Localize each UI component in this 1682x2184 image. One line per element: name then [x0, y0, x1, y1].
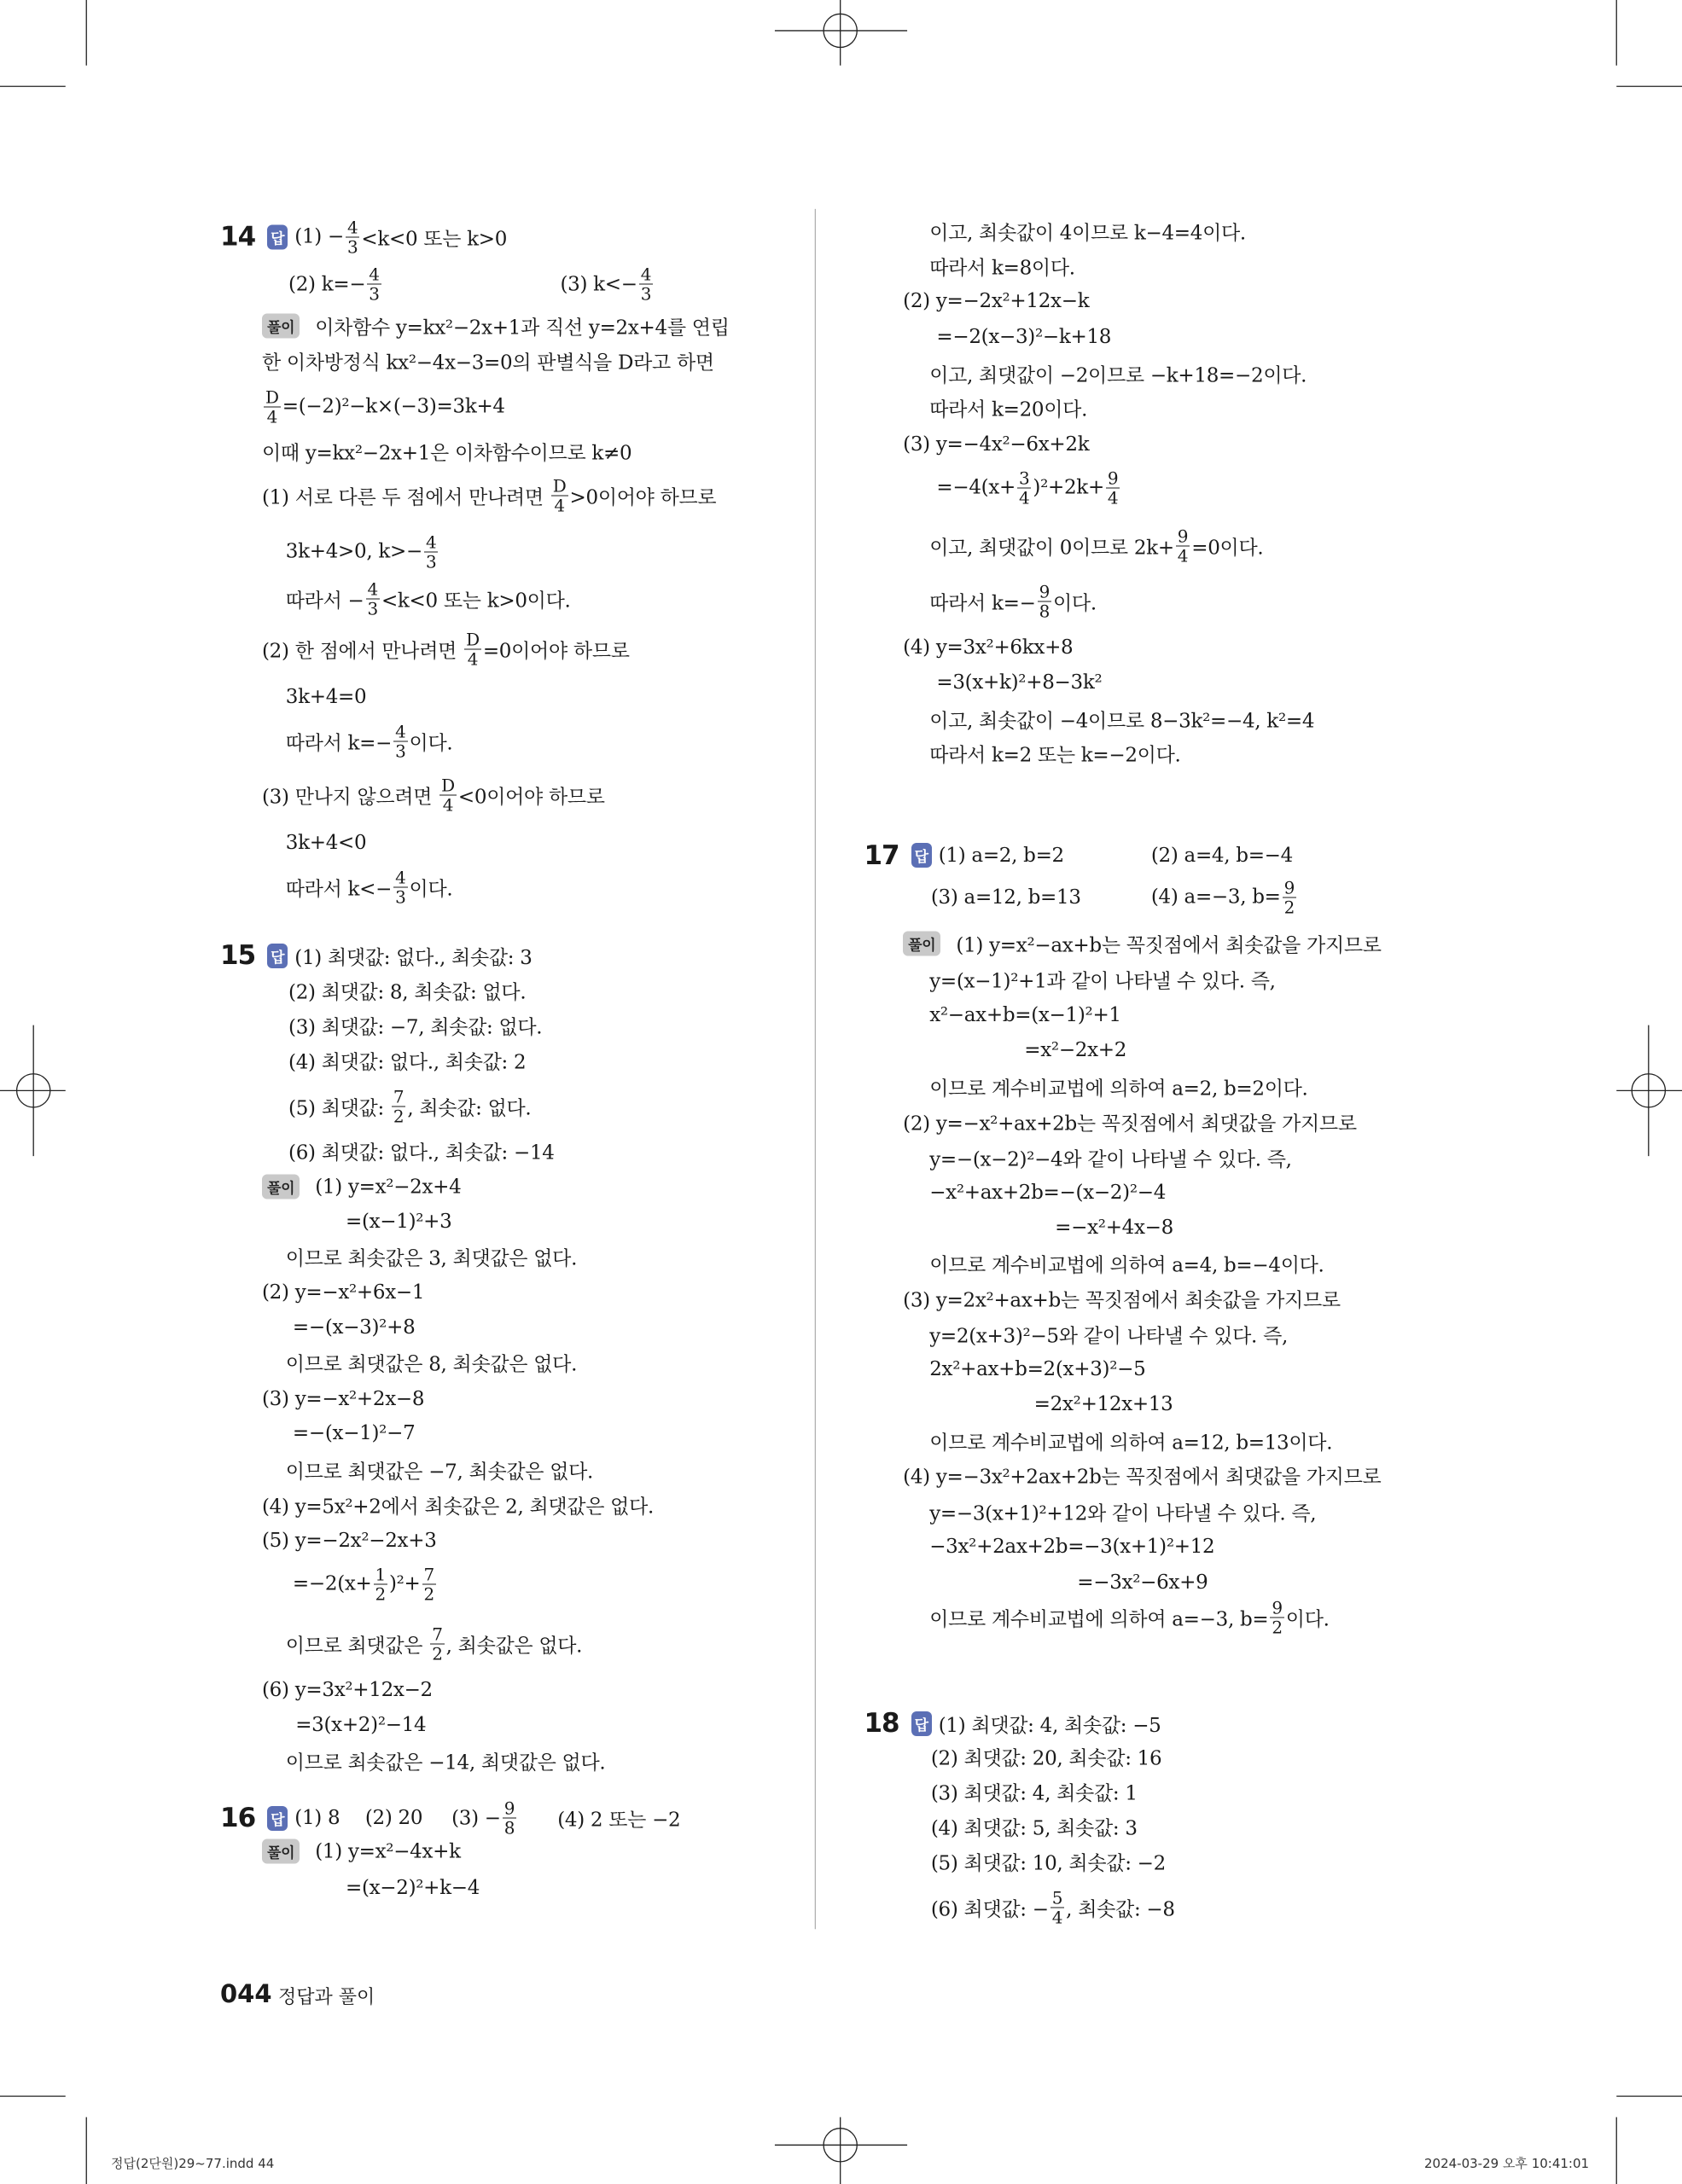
right-text-line — [929, 1358, 1145, 1380]
solution-badge: 풀이 — [262, 1175, 300, 1199]
text-run: (4) 최댓값: 5, 최솟값: 3 — [930, 1817, 1138, 1840]
text-run: (3) 최댓값: 4, 최솟값: 1 — [930, 1782, 1138, 1805]
left-text-line — [560, 265, 655, 304]
text-run: (2) 한 점에서 만나려면 — [262, 640, 463, 663]
left-text-line — [262, 1281, 424, 1304]
left-text-line — [262, 630, 630, 668]
text-run: =−4(x+ — [936, 476, 1016, 499]
left-text-line — [346, 1877, 480, 1899]
text-run: 이므로 최솟값은 3, 최댓값은 없다. — [285, 1247, 578, 1270]
text-run: 따라서 k=2 또는 k=−2이다. — [929, 744, 1181, 767]
left-text-line — [286, 1242, 577, 1270]
left-text-line — [293, 1565, 438, 1603]
text-run: )²+2k+ — [1033, 476, 1104, 499]
text-run: (4) y=5x²+2에서 최솟값은 2, 최댓값은 없다. — [262, 1496, 655, 1519]
fraction-numerator: 7 — [393, 1086, 404, 1107]
left-text-line — [262, 477, 716, 515]
fraction-denominator: 4 — [1018, 487, 1030, 508]
text-run: =(x−2)²+k−4 — [345, 1876, 480, 1899]
text-run: (5) y=−2x²−2x+3 — [262, 1530, 437, 1553]
right-text-line — [864, 1708, 1161, 1739]
text-run: (3) y=2x²+ax+b는 꼭짓점에서 최솟값을 가지므로 — [903, 1289, 1341, 1312]
text-run: (4) 2 또는 −2 — [557, 1809, 681, 1832]
text-run: (1) 8 — [294, 1807, 340, 1830]
right-text-line — [929, 218, 1246, 246]
left-text-line — [451, 1799, 518, 1838]
text-run: (6) 최댓값: 없다., 최솟값: −14 — [288, 1141, 555, 1165]
left-text-line — [293, 1422, 416, 1444]
text-run: =−3x²−6x+9 — [1077, 1571, 1208, 1594]
text-run: y=2(x+3)²−5와 같이 나타낼 수 있다. 즉, — [929, 1325, 1289, 1348]
right-text-line — [929, 740, 1180, 768]
page-number: 044 — [220, 1979, 272, 2008]
text-run: (2) 최댓값: 20, 최솟값: 16 — [930, 1747, 1162, 1770]
right-text-line — [929, 527, 1263, 566]
text-run: y=−3(x+1)²+12와 같이 나타낼 수 있다. 즉, — [929, 1502, 1317, 1525]
text-run: 이때 y=kx²−2x+1은 이차함수이므로 k≠0 — [262, 442, 632, 465]
left-text-line — [262, 776, 605, 815]
text-run: 이므로 최댓값은 −7, 최솟값은 없다. — [285, 1461, 594, 1484]
left-text-line — [346, 1211, 452, 1233]
fraction-numerator: 7 — [432, 1623, 443, 1645]
right-text-line — [929, 1536, 1214, 1558]
right-text-line — [929, 1497, 1316, 1525]
fraction — [1270, 1598, 1283, 1636]
text-run: 이므로 계수비교법에 의하여 a=12, b=13이다. — [929, 1432, 1333, 1455]
text-run: (3) y=−4x²−6x+2k — [903, 433, 1090, 456]
text-run: 따라서 k=− — [285, 732, 393, 755]
text-run: =−x²+4x−8 — [1055, 1216, 1173, 1239]
text-run: (2) y=−2x²+12x−k — [903, 289, 1090, 312]
fraction — [424, 532, 438, 571]
fraction-numerator: 9 — [1107, 468, 1119, 489]
text-run: 따라서 k=8이다. — [929, 257, 1075, 280]
fraction-numerator: D — [441, 775, 455, 796]
text-run: (4) a=−3, b= — [1150, 886, 1281, 909]
fraction-numerator: D — [265, 386, 279, 408]
text-run: (4) y=−3x²+2ax+2b는 꼭짓점에서 최댓값을 가지므로 — [903, 1466, 1382, 1489]
slug-file: 정답(2단원)29~77.indd 44 — [111, 2156, 275, 2171]
left-text-line — [288, 977, 526, 1005]
left-text-line — [365, 1807, 422, 1829]
left-text-line — [288, 1011, 542, 1039]
text-run: , 최솟값: −8 — [1066, 1898, 1175, 1921]
text-run: (2) y=−x²+ax+2b는 꼭짓점에서 최댓값을 가지므로 — [903, 1112, 1357, 1136]
fraction-numerator: 4 — [346, 217, 358, 238]
text-run: (6) y=3x²+12x−2 — [262, 1678, 433, 1701]
fraction-denominator: 2 — [423, 1583, 434, 1605]
problem-number: 14 — [220, 221, 256, 253]
text-run: (1) y=x²−ax+b는 꼭짓점에서 최솟값을 가지므로 — [956, 934, 1382, 957]
answer-badge: 답 — [267, 224, 288, 249]
left-text-line — [286, 1747, 606, 1775]
right-text-line — [903, 1284, 1341, 1312]
right-text-line — [936, 326, 1111, 348]
fraction — [393, 722, 407, 760]
text-run: 이다. — [1053, 592, 1097, 615]
fraction-denominator: 3 — [395, 741, 406, 762]
text-run: x²−ax+b=(x−1)²+1 — [929, 1004, 1121, 1027]
text-run: 3k+4<0 — [285, 831, 367, 854]
left-text-line — [262, 387, 505, 426]
right-text-line — [931, 1778, 1138, 1806]
right-text-line — [903, 290, 1089, 312]
left-text-line — [262, 1388, 424, 1410]
left-text-line — [286, 832, 367, 854]
text-run: =−(x−1)²−7 — [292, 1422, 416, 1445]
text-run: >0이어야 하므로 — [569, 486, 717, 509]
fraction-denominator: 8 — [503, 1817, 515, 1838]
text-run: =(−2)²−k×(−3)=3k+4 — [282, 395, 505, 418]
text-run: y=−(x−2)²−4와 같이 나타낼 수 있다. 즉, — [929, 1148, 1292, 1171]
left-text-line — [262, 1839, 461, 1864]
text-run: 이므로 최솟값은 −14, 최댓값은 없다. — [285, 1751, 606, 1774]
answer-badge: 답 — [267, 944, 288, 968]
fraction — [392, 1087, 405, 1125]
right-text-line — [903, 1107, 1357, 1136]
right-text-line — [931, 886, 1081, 909]
right-text-line — [929, 705, 1314, 733]
fraction-denominator: 3 — [425, 551, 437, 572]
text-run: (3) 만나지 않으려면 — [262, 786, 439, 809]
left-text-line — [286, 722, 453, 760]
left-text-line — [220, 218, 507, 256]
left-text-line — [262, 1175, 461, 1199]
problem-number: 15 — [220, 940, 256, 972]
fraction-numerator: 4 — [640, 264, 652, 285]
text-run: (1) 최댓값: 없다., 최솟값: 3 — [294, 946, 533, 969]
text-run: (3) y=−x²+2x−8 — [262, 1387, 425, 1410]
text-run: 이고, 최솟값이 −4이므로 8−3k²=−4, k²=4 — [929, 710, 1315, 733]
text-run: 따라서 − — [285, 590, 364, 613]
problem-number: 18 — [864, 1708, 899, 1740]
text-run: 3k+4>0, k>− — [285, 540, 422, 563]
fraction — [1283, 878, 1296, 916]
fraction-numerator: D — [552, 475, 567, 497]
text-run: 따라서 k=20이다. — [929, 398, 1088, 421]
right-text-line — [929, 394, 1087, 422]
fraction-denominator: 2 — [393, 1106, 404, 1127]
fraction-numerator: 1 — [375, 1564, 386, 1585]
right-text-line — [936, 671, 1102, 694]
right-text-line — [903, 929, 1382, 957]
right-text-line — [1055, 1217, 1173, 1239]
text-run: (5) 최댓값: 10, 최솟값: −2 — [930, 1852, 1166, 1875]
left-text-line — [288, 1087, 531, 1125]
fraction-numerator: 4 — [369, 264, 380, 285]
fraction — [1106, 468, 1120, 507]
text-run: (4) 최댓값: 없다., 최솟값: 2 — [288, 1051, 527, 1074]
text-run: =−2(x−3)²−k+18 — [936, 326, 1112, 349]
fraction — [1017, 468, 1031, 507]
fraction-denominator: 3 — [369, 283, 380, 305]
fraction-numerator: 9 — [1283, 877, 1295, 898]
fraction-denominator: 2 — [432, 1643, 443, 1664]
text-run: (2) k=− — [288, 273, 366, 296]
right-text-line — [931, 1847, 1166, 1875]
left-text-line — [286, 868, 453, 907]
text-run: 이고, 최댓값이 0이므로 2k+ — [929, 537, 1174, 560]
text-run: <k<0 또는 k>0 — [361, 228, 508, 251]
fraction — [264, 387, 281, 426]
text-run: (1) − — [294, 225, 344, 248]
right-text-line — [929, 1321, 1288, 1349]
right-text-line — [1151, 878, 1298, 916]
fraction-numerator: 4 — [367, 578, 378, 600]
fraction-numerator: 7 — [423, 1564, 434, 1585]
registration-mark-top — [775, 0, 907, 66]
fraction — [503, 1799, 516, 1838]
fraction — [464, 630, 481, 668]
text-run: (2) y=−x²+6x−1 — [262, 1281, 425, 1304]
left-text-line — [288, 265, 383, 304]
right-text-line — [931, 1812, 1138, 1840]
fraction-numerator: D — [466, 629, 480, 650]
left-text-line — [262, 1490, 654, 1519]
fraction-denominator: 4 — [1107, 487, 1119, 508]
left-text-line — [286, 580, 571, 619]
left-text-line — [262, 346, 714, 375]
right-text-line — [903, 1461, 1381, 1490]
fraction-numerator: 4 — [395, 867, 406, 888]
right-text-line — [929, 252, 1075, 280]
text-run: 이므로 최댓값은 — [285, 1635, 429, 1658]
right-text-line — [929, 1250, 1324, 1278]
right-text-line — [929, 1182, 1166, 1204]
fraction-denominator: 4 — [467, 648, 479, 670]
text-run: (1) y=x²−4x+k — [315, 1840, 461, 1863]
text-run: −x²+ax+2b=−(x−2)²−4 — [929, 1181, 1167, 1204]
registration-mark-left — [0, 1025, 66, 1156]
problem-number: 16 — [220, 1803, 256, 1834]
left-text-line — [288, 1136, 555, 1165]
text-run: 이므로 계수비교법에 의하여 a=4, b=−4이다. — [929, 1254, 1324, 1277]
left-text-line — [262, 438, 631, 466]
text-run: 따라서 k=− — [929, 592, 1036, 615]
fraction-numerator: 9 — [503, 1798, 515, 1819]
right-text-line — [864, 840, 1063, 871]
left-text-line — [220, 940, 533, 971]
right-text-line — [929, 1426, 1332, 1455]
answer-badge: 답 — [267, 1806, 288, 1831]
right-text-line — [929, 1144, 1291, 1172]
left-text-line — [286, 1455, 593, 1484]
text-run: (3) 최댓값: −7, 최솟값: 없다. — [288, 1016, 543, 1039]
fraction-denominator: 2 — [1283, 897, 1295, 918]
text-run: =x²−2x+2 — [1024, 1039, 1127, 1062]
text-run: 이므로 최댓값은 8, 최솟값은 없다. — [285, 1353, 578, 1376]
text-run: , 최솟값은 없다. — [445, 1635, 583, 1658]
fraction — [1038, 583, 1051, 621]
fraction-numerator: 5 — [1051, 1887, 1063, 1908]
text-run: <0이어야 하므로 — [457, 786, 605, 809]
fraction-denominator: 3 — [640, 283, 652, 305]
text-run: 3k+4=0 — [285, 685, 367, 708]
right-text-line — [936, 468, 1121, 507]
fraction — [1176, 527, 1190, 566]
left-text-line — [286, 1624, 582, 1663]
fraction-denominator: 4 — [1177, 545, 1189, 566]
fraction-numerator: 4 — [425, 531, 437, 553]
solution-badge: 풀이 — [262, 1839, 300, 1864]
text-run: (3) − — [451, 1807, 501, 1830]
text-run: (3) a=12, b=13 — [930, 886, 1081, 909]
fraction — [551, 477, 568, 515]
fraction — [422, 1565, 436, 1603]
left-text-line — [262, 312, 730, 340]
text-run: 이므로 계수비교법에 의하여 a=2, b=2이다. — [929, 1077, 1308, 1101]
right-text-line — [929, 359, 1307, 387]
registration-mark-bottom — [775, 2117, 907, 2184]
fraction-denominator: 2 — [375, 1583, 386, 1605]
right-text-line — [1077, 1571, 1208, 1594]
slug-date: 2024-03-29 오후 10:41:01 — [1424, 2156, 1590, 2171]
right-text-line — [1024, 1039, 1126, 1061]
left-text-line — [262, 1679, 433, 1701]
text-run: (2) a=4, b=−4 — [1150, 844, 1293, 867]
fraction-numerator: 4 — [395, 721, 406, 742]
right-text-line — [1034, 1393, 1173, 1415]
text-run: 이고, 최솟값이 4이므로 k−4=4이다. — [929, 222, 1246, 245]
text-run: (1) a=2, b=2 — [938, 844, 1064, 867]
fraction — [439, 776, 457, 815]
fraction — [639, 265, 653, 304]
right-text-line — [929, 1072, 1307, 1101]
right-text-line — [929, 1004, 1121, 1026]
fraction — [393, 868, 407, 907]
left-text-line — [220, 1803, 340, 1833]
right-text-line — [929, 1598, 1329, 1636]
text-run: )²+ — [388, 1572, 421, 1595]
registration-mark-right — [1616, 1025, 1682, 1156]
fraction-numerator: 3 — [1018, 468, 1030, 489]
text-run: 2x²+ax+b=2(x+3)²−5 — [929, 1358, 1146, 1381]
answer-badge: 답 — [911, 843, 932, 868]
left-text-line — [286, 686, 367, 708]
text-run: =2x²+12x+13 — [1033, 1393, 1173, 1416]
fraction-denominator: 3 — [395, 886, 406, 908]
answer-badge: 답 — [911, 1711, 932, 1736]
right-text-line — [929, 583, 1097, 621]
fraction-denominator: 2 — [1272, 1617, 1283, 1638]
fraction-denominator: 4 — [1051, 1907, 1063, 1928]
text-run: =0이어야 하므로 — [482, 640, 630, 663]
left-text-line — [286, 1349, 577, 1377]
fraction-numerator: 9 — [1039, 581, 1050, 602]
text-run: (2) 최댓값: 8, 최솟값: 없다. — [288, 981, 527, 1004]
right-text-line — [903, 636, 1073, 659]
text-run: 한 이차방정식 kx²−4x−3=0의 판별식을 D라고 하면 — [262, 351, 714, 375]
right-text-line — [931, 1888, 1175, 1926]
left-text-line — [262, 1530, 437, 1552]
solution-badge: 풀이 — [262, 314, 300, 339]
right-text-line — [929, 965, 1275, 993]
fraction-numerator: 9 — [1272, 1597, 1283, 1618]
text-run: y=(x−1)²+1과 같이 나타낼 수 있다. 즉, — [929, 970, 1276, 993]
fraction — [366, 580, 380, 619]
text-run: 이다. — [409, 878, 453, 901]
text-run: 이다. — [1285, 1608, 1330, 1631]
text-run: 따라서 k<− — [285, 878, 393, 901]
left-text-line — [286, 532, 440, 571]
footer-title: 정답과 풀이 — [278, 1987, 375, 2008]
text-run: (4) y=3x²+6kx+8 — [903, 636, 1074, 659]
text-run: 이므로 계수비교법에 의하여 a=−3, b= — [929, 1608, 1269, 1631]
right-text-line — [1151, 845, 1293, 867]
text-run: =−2(x+ — [292, 1572, 372, 1595]
text-run: (1) 최댓값: 4, 최솟값: −5 — [938, 1714, 1161, 1737]
text-run: =−(x−3)²+8 — [292, 1316, 416, 1339]
solution-badge: 풀이 — [903, 931, 940, 956]
fraction-denominator: 4 — [554, 495, 565, 516]
left-text-line — [293, 1316, 416, 1339]
fraction — [1051, 1888, 1064, 1926]
text-run: =3(x+k)²+8−3k² — [936, 671, 1103, 694]
text-run: (3) k<− — [560, 273, 637, 296]
text-run: <k<0 또는 k>0이다. — [381, 590, 571, 613]
fraction — [430, 1624, 444, 1663]
left-text-line — [295, 1714, 426, 1736]
left-text-line — [288, 1046, 526, 1074]
fraction — [346, 218, 359, 256]
fraction-numerator: 9 — [1177, 526, 1189, 547]
fraction — [367, 265, 381, 304]
text-run: =3(x+2)²−14 — [295, 1713, 427, 1736]
text-run: (6) 최댓값: − — [930, 1898, 1049, 1921]
text-run: =0이다. — [1191, 537, 1264, 560]
text-run: =(x−1)²+3 — [345, 1211, 452, 1234]
fraction — [374, 1565, 387, 1603]
right-text-line — [903, 433, 1089, 456]
text-run: (1) 서로 다른 두 점에서 만나려면 — [262, 486, 550, 509]
text-run: , 최솟값: 없다. — [407, 1097, 532, 1120]
fraction-denominator: 4 — [266, 406, 278, 427]
text-run: (2) 20 — [364, 1807, 423, 1830]
text-run: −3x²+2ax+2b=−3(x+1)²+12 — [929, 1535, 1215, 1558]
text-run: (1) y=x²−2x+4 — [315, 1176, 462, 1199]
text-run: 이다. — [409, 732, 453, 755]
fraction-denominator: 3 — [367, 598, 378, 619]
text-run: 이고, 최댓값이 −2이므로 −k+18=−2이다. — [929, 364, 1307, 387]
fraction-denominator: 4 — [442, 794, 454, 816]
right-text-line — [931, 1743, 1161, 1771]
left-text-line — [557, 1804, 680, 1833]
text-run: 이차함수 y=kx²−2x+1과 직선 y=2x+4를 연립 — [315, 317, 730, 340]
fraction-denominator: 3 — [346, 236, 358, 258]
text-run: (5) 최댓값: — [288, 1097, 390, 1120]
fraction-denominator: 8 — [1039, 601, 1050, 622]
problem-number: 17 — [864, 839, 899, 871]
